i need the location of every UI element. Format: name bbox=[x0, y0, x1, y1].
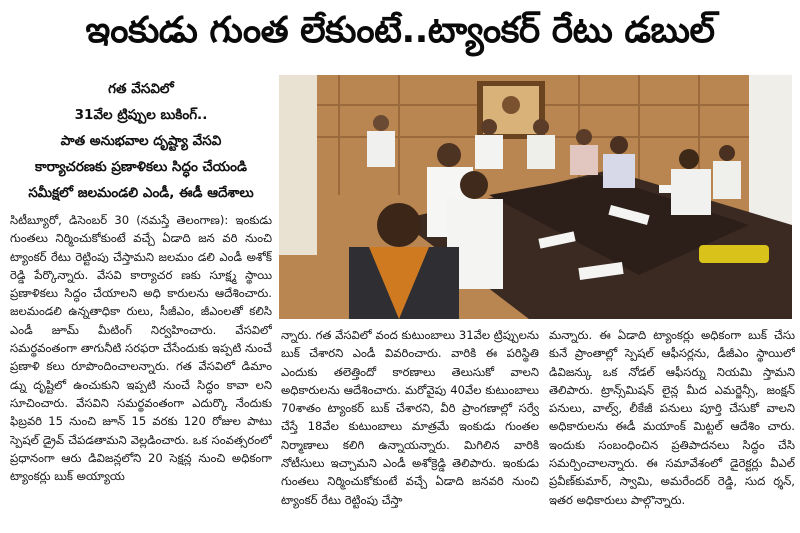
subheadline-block bbox=[10, 76, 272, 206]
meeting-photo-illustration bbox=[279, 75, 792, 319]
subheadline-line: పాత అనుభవాల దృష్ట్యా వేసవి bbox=[60, 133, 222, 149]
headline: ఇంకుడు గుంత లేకుంటే..ట్యాంకర్ రేటు డబుల్ bbox=[85, 10, 715, 51]
subheadline-line: గత వేసవిలో bbox=[108, 81, 174, 97]
subheadline-line: 31వేల ట్రిప్పుల బుకింగ్.. bbox=[74, 107, 208, 123]
subheadline-line: సమీక్షలో జలమండలి ఎండీ, ఈడీ ఆదేశాలు bbox=[28, 185, 254, 201]
meeting-photo bbox=[279, 75, 792, 319]
article-column-1: సిటీబ్యూరో, డిసెంబర్ 30 (నమస్తే తెలంగాణ): ఇంకుడు గుంతలు నిర్మించుకోకుంటే వచ్చే ఏడాది జన వరి నుంచి ట్యాంకర్ రేటు రెట్టింపు చేస్తామని జలమం డలి ఎండీ అశోక్ రెడ్డి పేర్కొన్నారు. వేసవి కార్యాచర ణకు సూక్ష్మ స్థాయి ప్రణాళికలు సిద్ధం చేయాలని అధి కారులను ఆదేశించారు. జలమండలి ఉన్నతాధికా రులు, సీజీఎం, జీఎంలతో కలిసి ఎండీ జూమ్ మీటింగ్ నిర్వహించారు. వేసవిలో సమర్థవంతంగా తాగునీటి సరఫరా చేసేందుకు ఇప్పటి నుంచే ప్రణాళి కలు రూపొందించాలన్నారు. గత వేసవిలో డిమాం డ్ను దృష్టిలో ఉంచుకుని ఇప్పటి నుంచే సిద్ధం కావా లని సూచించారు. వేసవిని సమర్థవంతంగా ఎదుర్కొ నేందుకు ఫిబ్రవరి 15 నుంచి జూన్ 15 వరకు 120 రోజుల పాటు స్పెషల్ డ్రైవ్ చేపడతామని వెల్లడించారు. ఒక సంవత్సరంలో ప్రధానంగా ఆరు డివిజన్లలోని 20 సెక్షన్ల నుంచి అధికంగా ట్యాంకర్లు బుక్ అయ్యాయ bbox=[10, 213, 272, 484]
article-column-3: మన్నారు. ఈ ఏడాది ట్యాంకర్లు అధికంగా బుక్ చేసు కునే ప్రాంతాల్లో స్పెషల్ ఆఫీసర్లను, డీజీఎం స్థాయిలో డివిజన్కు ఒక నోడల్ ఆఫీసర్ను నియమి స్తామని తెలిపారు. ట్రాన్స్‌మిషన్ లైన్ల మీద ఎమర్జెన్సీ, జంక్షన్ పనులు, వాల్వ్, లీకేజీ పనులు పూర్తి చేసుకో వాలని అధికారులను ఈడీ మయాంక్ మిట్టల్ ఆదేశిం చారు. ఇందుకు సంబంధించిన ప్రతిపాదనలు సిద్ధం చేసి సమర్పించాలన్నారు. ఈ సమావేశంలో డైరెక్టర్లు వీఎల్ ప్రవీణ్‌కుమార్, స్వామి, అమరేందర్ రెడ్డి, సుద ర్శన్, ఇతర అధికారులు పాల్గొన్నారు. bbox=[549, 328, 795, 507]
article-column-2: న్నారు. గత వేసవిలో వంద కుటుంబాలు 31వేల ట్రిప్పులను బుక్ చేశారని ఎండీ వివరించారు. వారికి ఈ పరిస్థితి ఎందుకు తలెత్తిందో కారణాలు తెలుసుకో వాలని అధికారులను ఆదేశించారు. మరోవైపు 40వేల కుటుంబాలు 70శాతం ట్యాంకర్ బుక్ చేశారని, వీరి ప్రాంగణాల్లో సర్వే చేస్తే 18వేల కుటుంబాలు మాత్రమే ఇంకుడు గుంతల నిర్మాణాలు కలిగి ఉన్నాయన్నారు. మిగిలిన వారికి నోటీసులు ఇచ్చామని ఎండీ అశోక్రెడ్డి తెలిపారు. ఇంకుడు గుంతలు నిర్మించుకోకుంటే వచ్చే ఏడాది జనవరి నుంచి ట్యాంకర్ రేటు రెట్టింపు చేస్తా bbox=[281, 328, 539, 507]
subheadline-line: కార్యాచరణకు ప్రణాళికలు సిద్ధం చేయండి bbox=[35, 159, 247, 175]
